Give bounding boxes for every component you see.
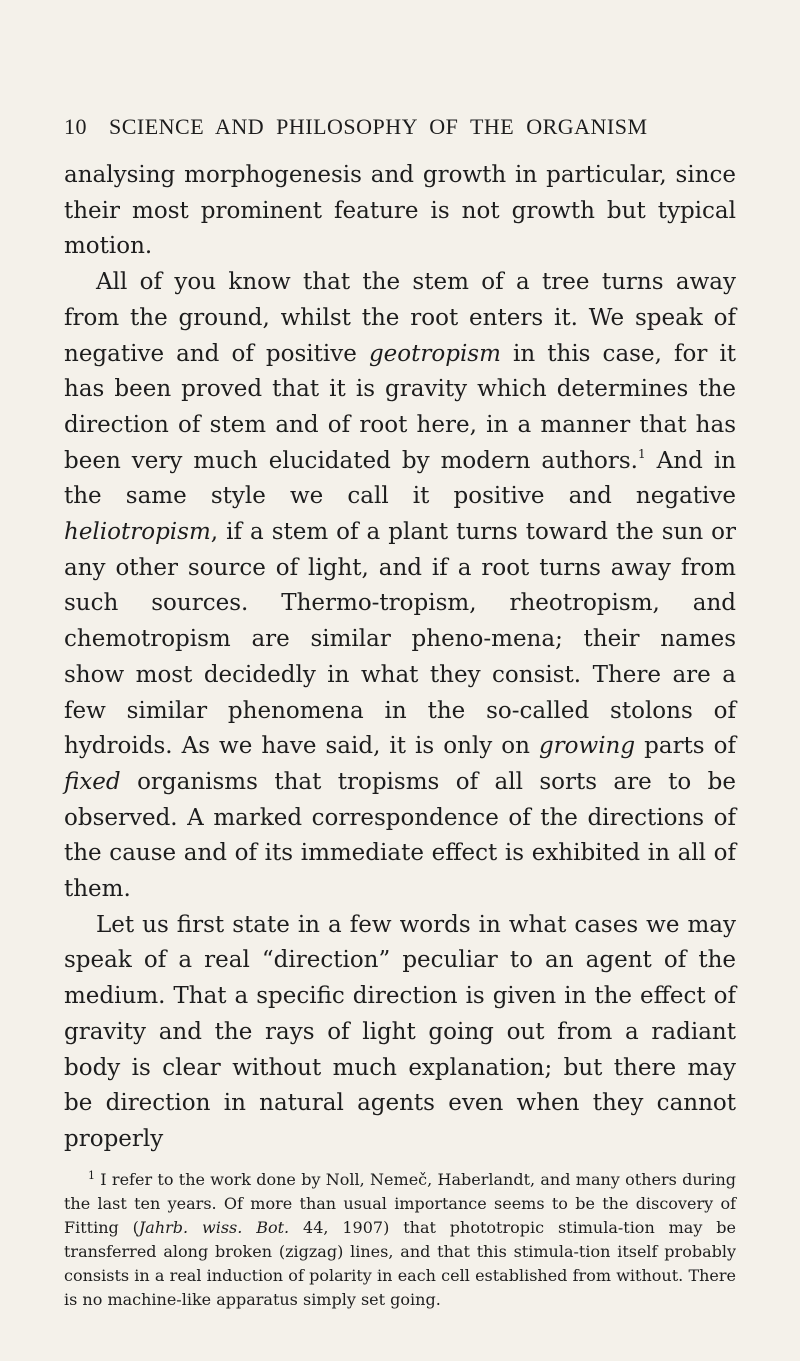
running-title: SCIENCE AND PHILOSOPHY OF THE ORGANISM [109,114,648,139]
footnote-1 [64,1168,736,1312]
footnote-reference[interactable]: 1 [637,446,646,461]
paragraph-2-text: parts of [635,733,736,760]
paragraph-2 [64,265,736,908]
term-heliotropism: heliotropism [64,519,211,546]
running-header [64,114,736,140]
page-number: 10 [64,114,87,139]
term-geotropism: geotropism [368,340,501,367]
main-text [64,158,736,1158]
paragraph-2-text: in this case, for it has been proved that it is gravity which determines the direction of stem and of root here, in a manner that has been very much elucidated by modern authors. [64,340,736,474]
paragraph-2-text: , if a stem of a plant turns toward the sun or any other source of light, and if a root turns away from such sources. Thermo-tropism, rheotropism, and chemotropism are similar pheno-mena; their names show most decidedly in what they consist. There are a few similar phenomena in the so-called stolons of hydroids. As we have said, it is only on [64,519,736,760]
paragraph-2-text: organisms that tropisms of all sorts are to be observed. A marked correspondence of the directions of the cause and of its immediate effect is exhibited in all of them. [64,768,736,903]
book-page [64,114,736,1312]
paragraph-1: analysing morphogenesis and growth in particular, since their most prominent feature is not growth but typical motion. [64,162,736,260]
term-fixed: fixed [64,768,121,795]
paragraph-2-text: And in the same style we call it positive and negative [64,447,736,510]
term-growing: growing [538,733,636,760]
footnote-citation: Jahrb. wiss. Bot. [138,1217,290,1237]
footnote-text: 44, 1907) that phototropic stimula-tion may be transferred along broken (zigzag) lines, and that this stimula-tion itself probably consists in a real induction of polarity in each cell established from without. There is no machine-like apparatus simply set going. [64,1217,736,1309]
footnote-mark: 1 [88,1168,95,1182]
footnote [64,1168,736,1312]
paragraph-3: Let us first state in a few words in what cases we may speak of a real “direction” peculiar to an agent of the medium. That a specific direction is given in the effect of gravity and the rays of light going out from a radiant body is clear without much explanation; but there may be direction in natural agents even when they cannot properly [64,911,736,1152]
paragraph-2-text: All of you know that the stem of a tree turns away from the ground, whilst the root enters it. We speak of negative and of positive [64,269,736,367]
footnote-text: I refer to the work done by Noll, Nemeč, Haberlandt, and many others during the last ten years. Of more than usual importance seems to be the discovery of Fitting ( [64,1169,736,1237]
